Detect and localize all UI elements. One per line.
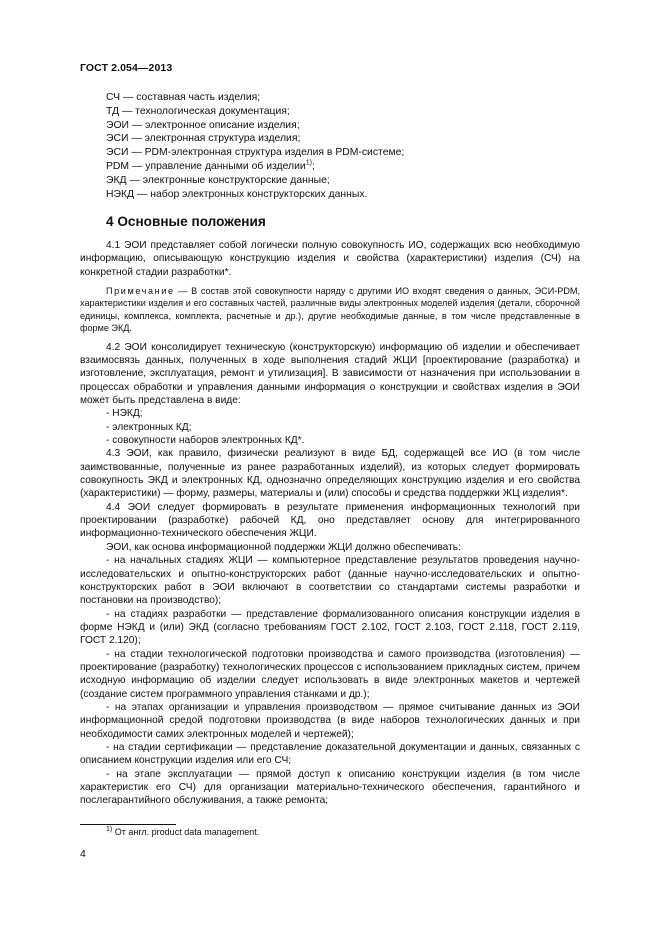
page-number: 4 [80,848,86,860]
list-item: - на этапах организации и управления производством — прямое считывание данных из ЭОИ информационной средой подготовки производства (в виде наборов технологических данных и при необходимости самих электронных моделей и чертежей); [80,701,580,740]
abbreviation-item: ЭКД — электронные конструкторские данные; [106,174,330,186]
paragraph-4-4-intro: ЭОИ, как основа информационной поддержки ЖЦИ должно обеспечивать: [106,541,461,553]
footnote-mark: 1) [106,826,113,833]
abbreviation-item: ЭСИ — PDM-электронная структура изделия в PDM-системе; [106,147,405,159]
abbreviation-list [106,91,404,201]
list-item: - электронных КД; [106,421,192,433]
abbreviation-text: PDM — управление данными об изделии [106,160,306,172]
note [80,285,580,335]
abbreviation-item: НЭКД — набор электронных конструкторских данных. [106,188,368,200]
list-item: - на стадии технологической подготовки производства и самого производства (изготовления) — проектирование (разработку) технологических процессов с использованием прикладных систем, причем исходную информацию об изделии следует использовать в виде электронных макетов и чертежей (создание систем программного управления станками и др.); [80,648,580,700]
footnote-ref: 1) [305,159,312,167]
note-text: — В состав этой совокупности наряду с другими ИО входят сведения о данных, ЭСИ-PDM, характеристики изделия и его составных частей, различные виды электронных моделей изделия (детали, сборочной единицы, комплекса, комплекта, расчетные и др.), другие необходимые данные, в том числе представленные в форме ЭКД. [80,286,580,334]
abbreviation-item: СЧ — составная часть изделия; [106,92,261,103]
document-header: ГОСТ 2.054—2013 [80,62,173,74]
footnote [106,827,259,837]
paragraph-4-2: 4.2 ЭОИ консолидирует техническую (конструкторскую) информацию об изделии и обеспечивает взаимосвязь данных, полученных в ходе выполнения стадий ЖЦИ [проектирование (разработка) и изготовление, эксплуатация, ремонт и утилизация]. В зависимости от назначения при использовании в процессах обработки и управления данными информация о конструкции и свойствах изделия в ЭОИ может быть представлена в виде: [80,341,580,407]
abbreviation-tail: ; [311,160,315,172]
list-item: - на стадиях разработки — представление формализованного описания конструкции изделия в форме НЭКД и (или) ЭКД (согласно требованиям ГОСТ 2.102, ГОСТ 2.103, ГОСТ 2.118, ГОСТ 2.119, ГОСТ 2.120); [80,608,580,647]
note-label: Примечание [106,286,175,297]
abbreviation-item: ЭОИ — электронное описание изделия; [106,119,300,131]
footnote-divider [80,824,176,825]
paragraph-4-4: 4.4 ЭОИ следует формировать в результате применения информационных технологий при проектировании (разработке) рабочей КД, оно представляет основу для интегрированного информационно-технического обеспечения ЖЦИ. [80,501,580,540]
list-item: - на начальных стадиях ЖЦИ — компьютерное представление результатов проведения научно-исследовательских и опытно-конструкторских работ (данные научно-исследовательских и опытно-конструкторских работ в ЭОИ включают в соответствии со стандартами системы разработки и постановки на производство); [80,555,580,607]
section-title: 4 Основные положения [106,214,266,229]
list-item: - на этапе эксплуатации — прямой доступ к описанию конструкции изделия (в том числе характеристик его СЧ) для организации материально-технического обеспечения, гарантийного и послегарантийного обслуживания, а также ремонта; [80,768,580,807]
abbreviation-item-pdm [106,160,404,174]
list-item: - на стадии сертификации — представление доказательной документации и данных, связанных с описанием конструкции изделия или его СЧ; [80,741,580,767]
list-item: - НЭКД; [106,408,143,420]
footnote-text: От англ. product data management. [112,827,260,837]
paragraph-4-3: 4.3 ЭОИ, как правило, физически реализуют в виде БД, содержащей все ИО (в том числе заимствованные, полученные из ранее разработанных изделий), из которых следует формировать совокупность ЭКД и электронных КД, однозначно определяющих конструкцию изделия и его свойства (характеристики) — форму, размеры, материалы и (или) способы и средства поддержки ЖЦ изделия*. [80,448,580,500]
abbreviation-item: ТД — технологическая документация; [106,105,290,117]
list-item: - совокупности наборов электронных КД*. [106,435,305,447]
section-body [80,239,580,808]
abbreviation-item: ЭСИ — электронная структура изделия; [106,133,301,145]
paragraph-4-1: 4.1 ЭОИ представляет собой логически полную совокупность ИО, содержащих всю необходимую информацию, описывающую конструкцию изделия и свойства (характеристики) изделия (СЧ) на конкретной стадии разработки*. [80,240,580,278]
